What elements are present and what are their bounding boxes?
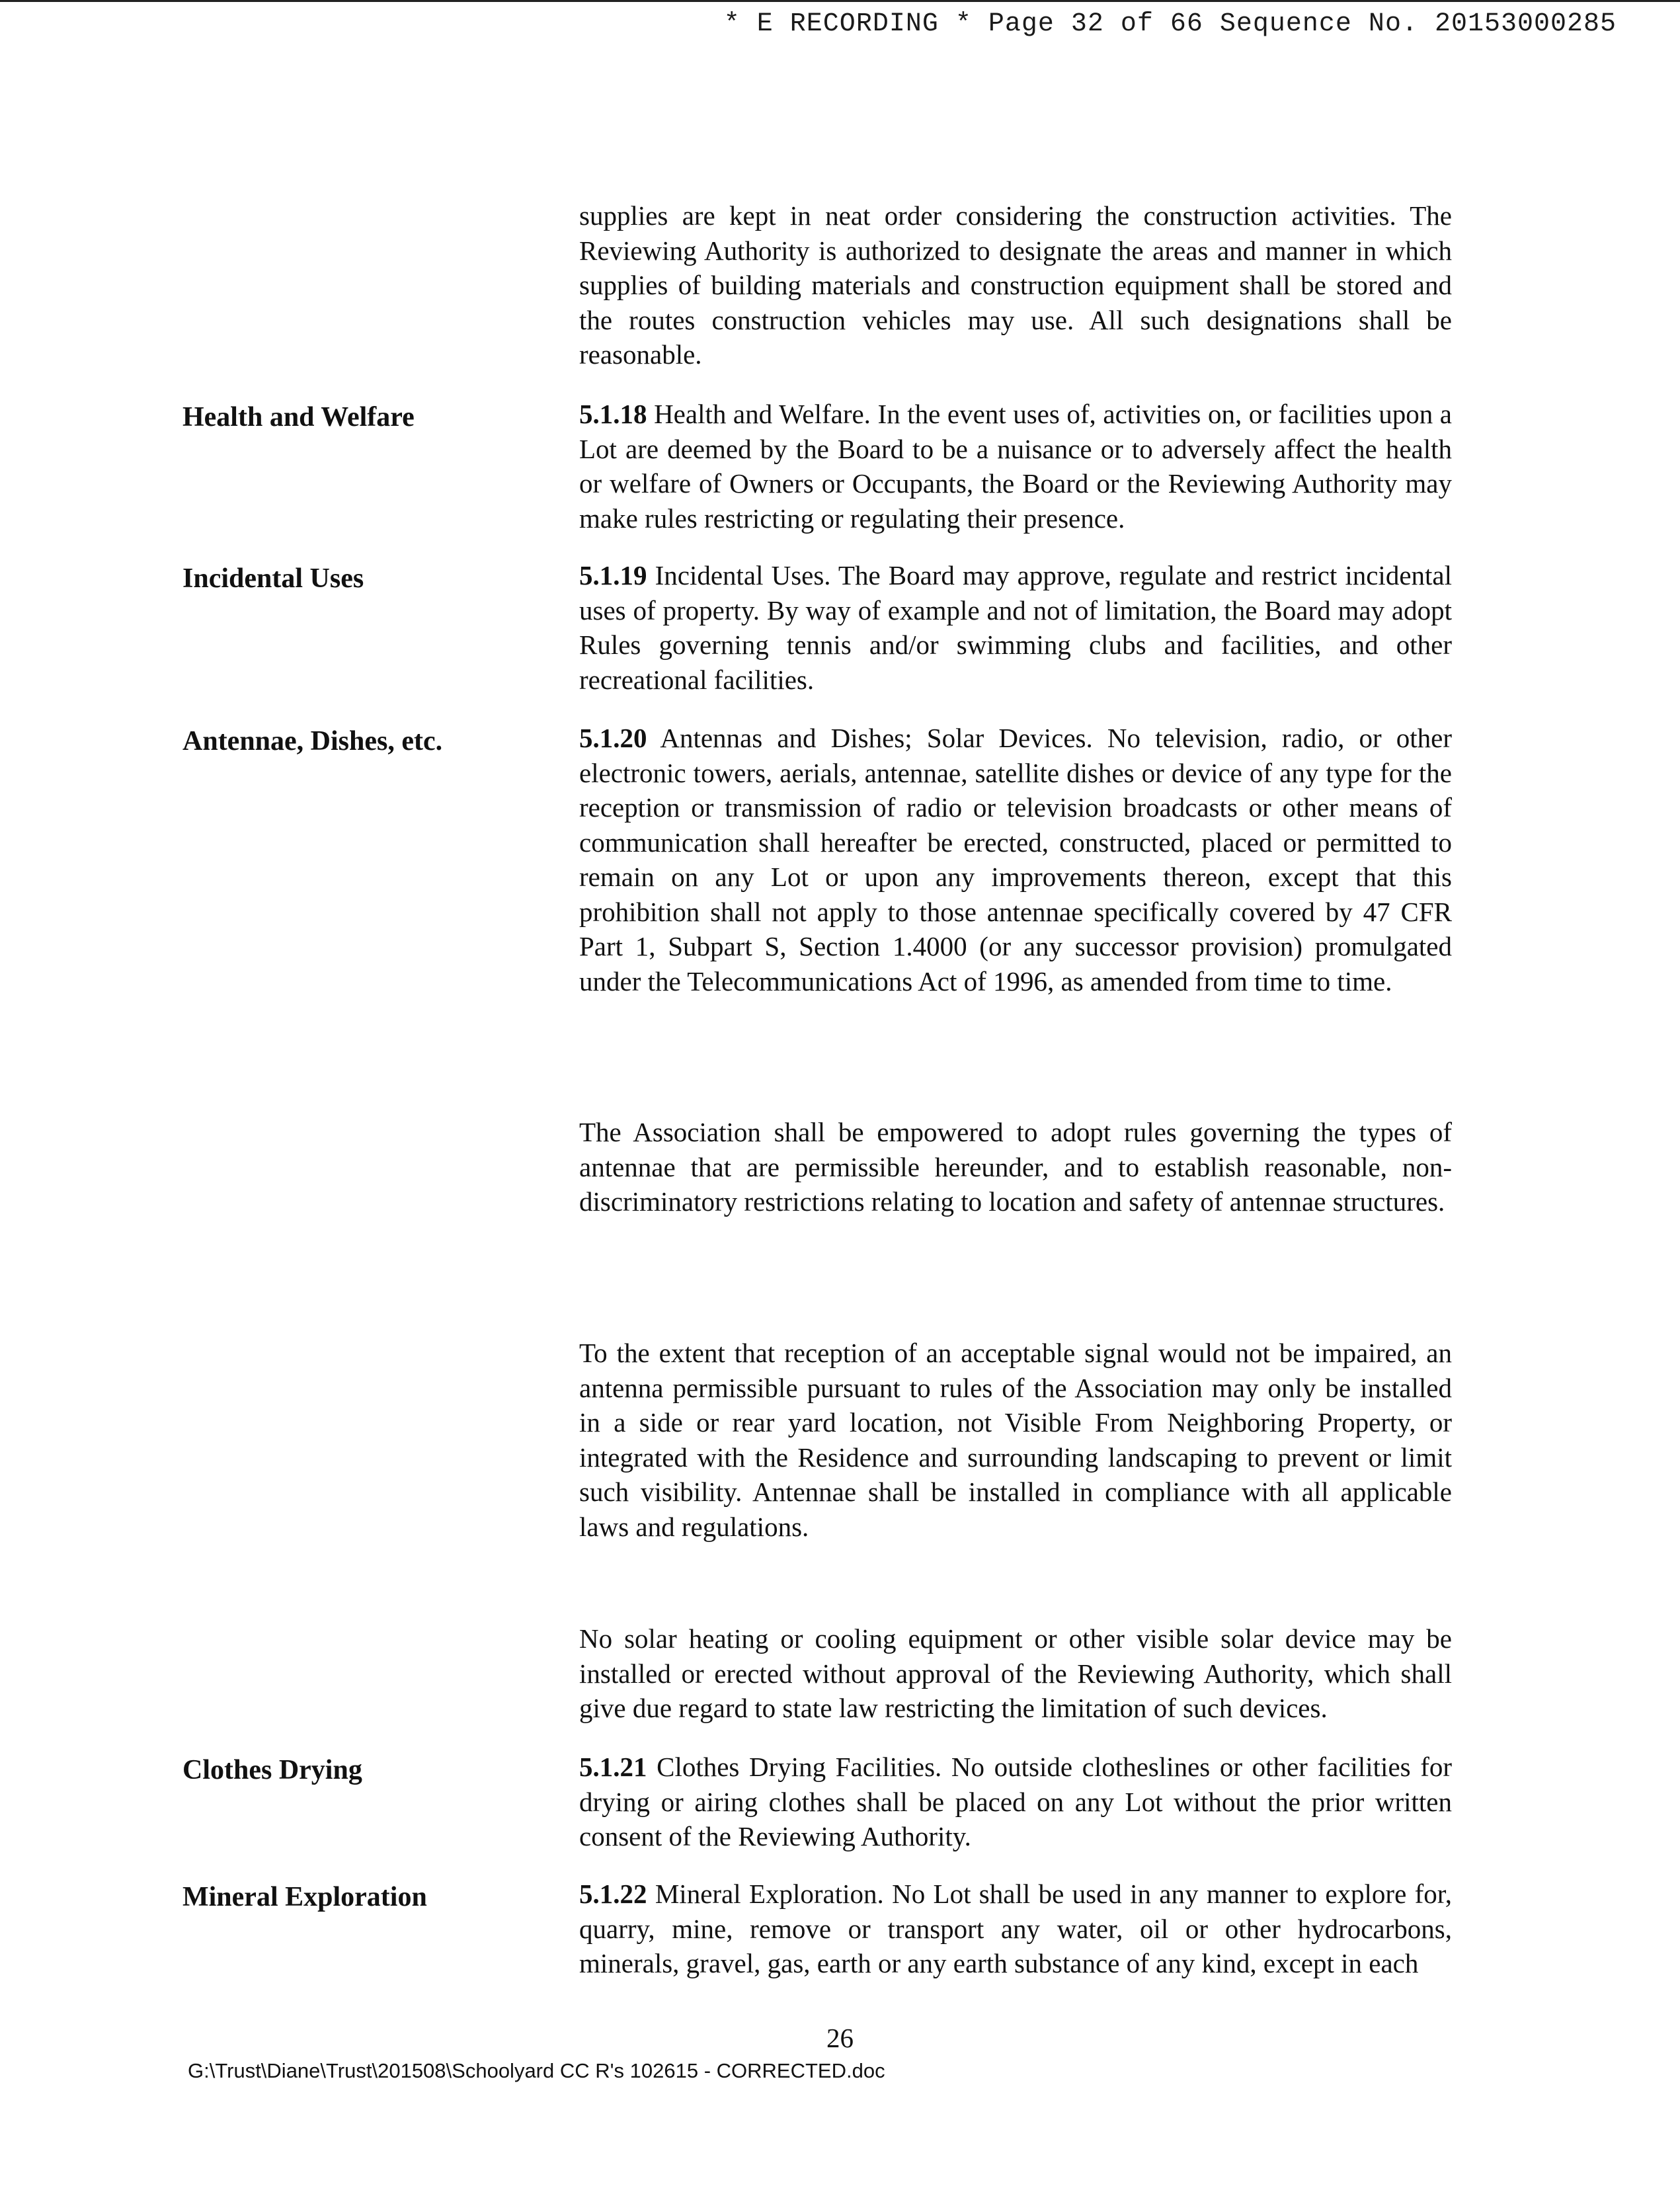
recording-stamp: * E RECORDING * Page 32 of 66 Sequence No. 20153000285 xyxy=(723,9,1617,39)
margin-heading-incidental-uses: Incidental Uses xyxy=(182,563,364,594)
section-text: Health and Welfare. In the event uses of, activities on, or facilities upon a Lot are deemed by the Board to be a nuisance or to adversely affect the health or welfare of Owners or Occupants, the Board or the Reviewing Authority may make rules restricting or regulating their presence. xyxy=(579,399,1452,534)
section-text: Mineral Exploration. No Lot shall be used in any manner to explore for, quarry, mine, remove or transport any water, oil or other hydrocarbons, minerals, gravel, gas, earth or any earth substance of any kind, except in each xyxy=(579,1879,1453,1978)
margin-heading-antennae: Antennae, Dishes, etc. xyxy=(182,726,443,756)
solar-devices-paragraph: No solar heating or cooling equipment or other visible solar device may be installed or erected without approval of the Reviewing Authority, which shall give due regard to state law restricting the limitation of such devices. xyxy=(579,1623,1452,1723)
association-rules-paragraph: The Association shall be empowered to adopt rules governing the types of antennae that are permissible hereunder, and to establish reasonable, non-discriminatory restrictions relating to location and safety of antennae structures. xyxy=(579,1117,1452,1217)
footer-file-path: G:\Trust\Diane\Trust\201508\Schoolyard CC R's 102615 - CORRECTED.doc xyxy=(188,2059,885,2082)
section-text: Incidental Uses. The Board may approve, regulate and restrict incidental uses of property. By way of example and not of limitation, the Board may adopt Rules governing tennis and/or swimming clubs and facilities, and other recreational facilities. xyxy=(579,560,1453,695)
section-text: Clothes Drying Facilities. No outside clotheslines or other facilities for drying or airing clothes shall be placed on any Lot without the prior written consent of the Reviewing Authority. xyxy=(579,1752,1453,1851)
section-5-1-22 xyxy=(579,1877,1452,1981)
continuation-paragraph: supplies are kept in neat order considering the construction activities. The Reviewing Authority is authorized to designate the areas and manner in which supplies of building materials and construction equipment shall be stored and the routes construction vehicles may use. All such designations shall be reasonable. xyxy=(579,200,1452,370)
section-number: 5.1.20 xyxy=(579,723,647,753)
section-number: 5.1.19 xyxy=(579,560,647,590)
page-number: 26 xyxy=(826,2023,854,2053)
margin-heading-health-welfare: Health and Welfare xyxy=(182,402,415,432)
section-number: 5.1.21 xyxy=(579,1752,647,1782)
section-5-1-20 xyxy=(579,721,1452,998)
section-5-1-19 xyxy=(579,558,1452,697)
section-number: 5.1.22 xyxy=(579,1879,647,1909)
top-border-line xyxy=(0,0,1680,2)
section-number: 5.1.18 xyxy=(579,399,647,429)
section-5-1-18 xyxy=(579,397,1452,536)
section-text: Antennas and Dishes; Solar Devices. No television, radio, or other electronic towers, aerials, antennae, satellite dishes or device of any type for the reception or transmission of radio or television broadcasts or other means of communication shall hereafter be erected, constructed, placed or permitted to remain on any Lot or upon any improvements thereon, except that this prohibition shall not apply to those antennae specifically covered by 47 CFR Part 1, Subpart S, Section 1.4000 (or any successor provision) promulgated under the Telecommunications Act of 1996, as amended from time to time. xyxy=(579,723,1452,996)
antenna-reception-paragraph: To the extent that reception of an acceptable signal would not be impaired, an antenna permissible pursuant to rules of the Association may only be installed in a side or rear yard location, not Visible From Neighboring Property, or integrated with the Residence and surrounding landscaping to prevent or limit such visibility. Antennae shall be installed in compliance with all applicable laws and regulations. xyxy=(579,1338,1452,1542)
margin-heading-clothes-drying: Clothes Drying xyxy=(182,1755,362,1785)
section-5-1-21 xyxy=(579,1750,1452,1854)
margin-heading-mineral-exploration: Mineral Exploration xyxy=(182,1882,427,1912)
